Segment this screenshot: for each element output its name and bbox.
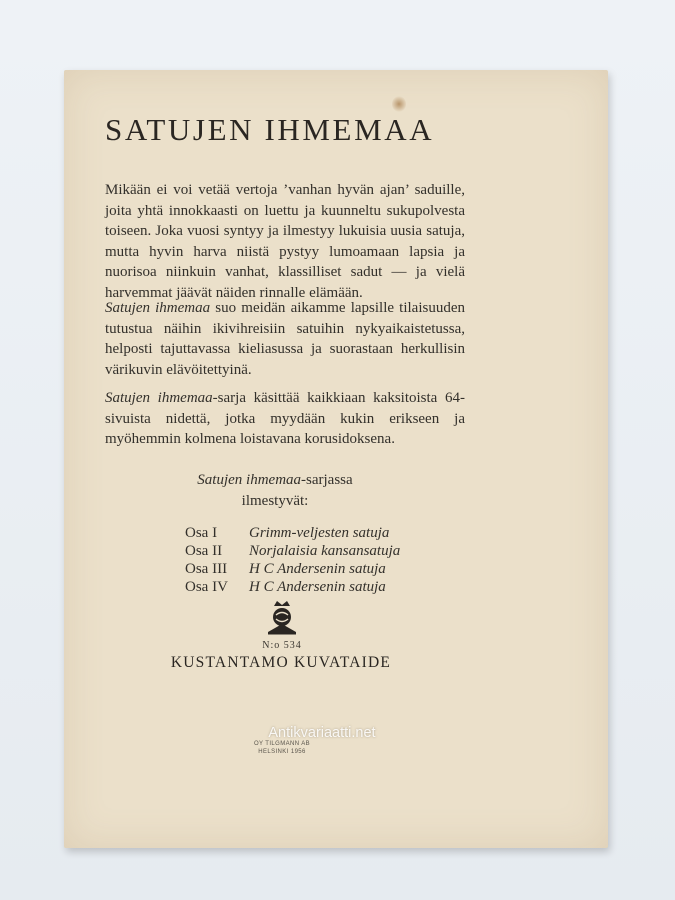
series-title-italic: Satujen ihmemaa (105, 390, 213, 406)
volume-title: H C Andersenin satuja (249, 579, 386, 595)
paper-stain (392, 96, 406, 112)
volume-number: Osa IV (185, 579, 228, 595)
catalog-number: N:o 534 (262, 640, 302, 651)
volume-number: Osa I (185, 525, 218, 541)
series-heading-suffix: -sarjassa (301, 472, 353, 488)
paragraph-intro: Mikään ei voi vetää vertoja ’vanhan hyvän ajan’ saduille, joita yhtä innokkaasti on luettu ja kuunneltu sukupolvesta toiseen. Joka vuosi syntyy ja ilmestyy lukuisia uusia satuja, mutta hyvin harva niistä pystyy lumoamaan lapsia ja nuorisoa niinkuin vanhat, klassilliset sadut — ja vielä harvemmat jäävät näiden rinnalle elämään. (105, 182, 465, 301)
book-title: SATUJEN IHMEMAA (105, 112, 435, 147)
series-volume-list (185, 524, 445, 596)
paragraph-series-info (105, 388, 465, 450)
series-heading-line2: ilmestyvät: (241, 492, 309, 509)
watermark-text: Antikvariaatti.net (268, 725, 376, 741)
volume-title: Grimm-veljesten satuja (249, 525, 390, 541)
printer-imprint (232, 740, 332, 756)
series-title-italic: Satujen ihmemaa (105, 300, 211, 316)
paragraph-description (105, 298, 465, 380)
series-volume-row (185, 578, 445, 596)
crowned-globe-logo-icon (264, 598, 300, 636)
paragraph-series-info-text: -sarja käsittää kaikkiaan kaksitoista 64-sivuista nidettä, jotka myydään kukin erikseen ja myöhemmin kolmena loistavana korusidoksena. (105, 390, 465, 448)
volume-number: Osa III (185, 561, 228, 577)
series-volume-row (185, 524, 445, 542)
series-title-italic: Satujen ihmemaa (197, 472, 302, 488)
volume-title: Norjalaisia kansansatuja (249, 543, 401, 559)
printer-name: OY TILGMANN AB (253, 741, 311, 747)
paragraph-description-text: suo meidän aikamme lapsille tilaisuuden tutustua näihin ikivihreisiin satuihin nykyaikaistetussa, helposti tajuttavassa kieliasussa ja suorastaan herkullisin värikuvin elävöitettyinä. (105, 300, 466, 378)
series-volume-row (185, 560, 445, 578)
series-heading (150, 470, 400, 511)
volume-title: H C Andersenin satuja (249, 561, 386, 577)
publisher-name: KUSTANTAMO KUVATAIDE (170, 654, 392, 671)
series-heading-line1 (150, 470, 400, 491)
volume-number: Osa II (185, 543, 223, 559)
printer-location-year: HELSINKI 1956 (258, 749, 306, 755)
series-volume-row (185, 542, 445, 560)
